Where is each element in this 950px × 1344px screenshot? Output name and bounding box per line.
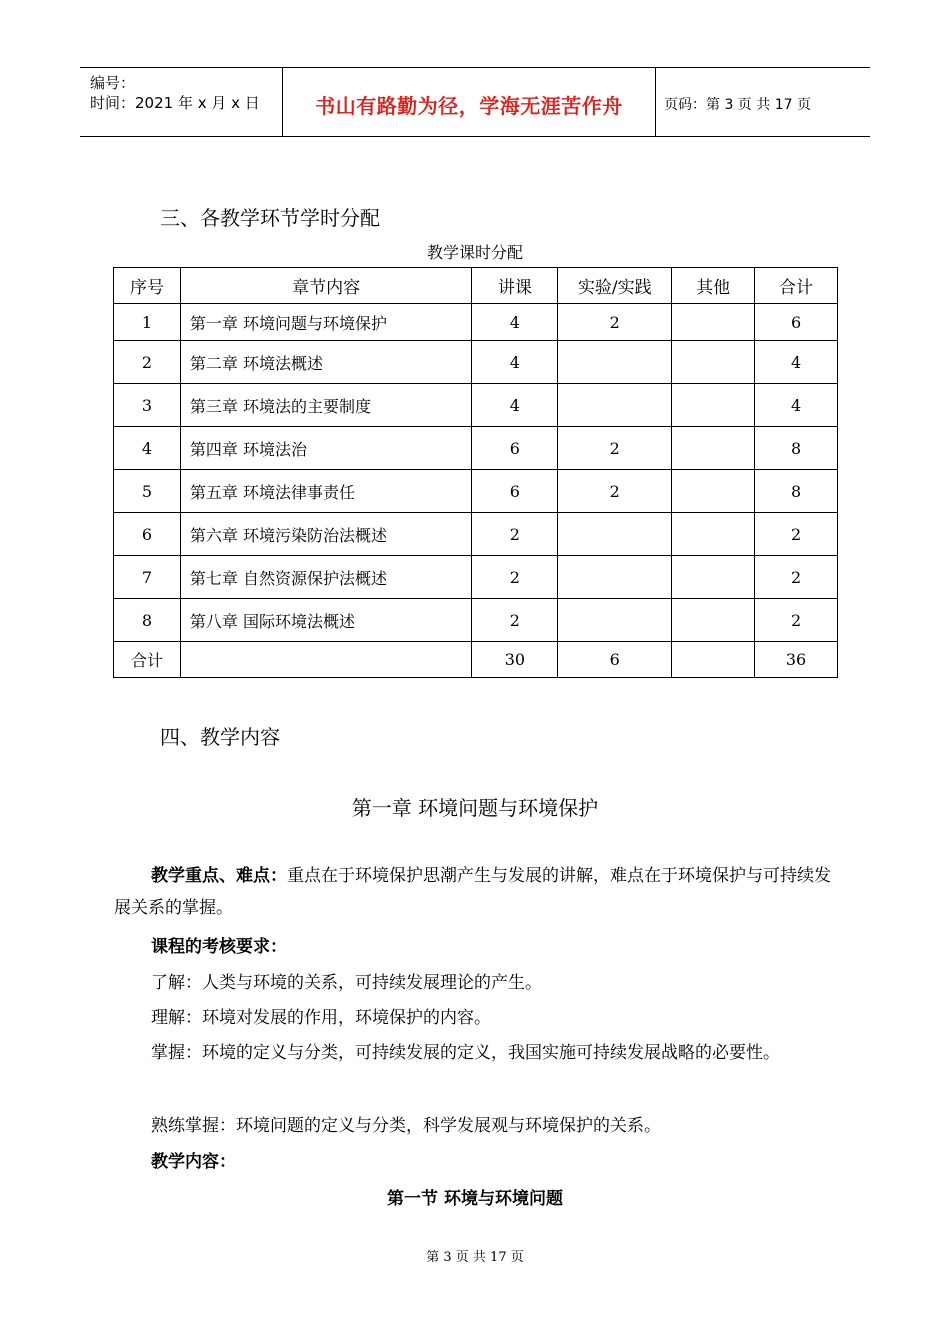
table-cell: 4 [755,384,838,427]
table-cell: 第一章 环境问题与环境保护 [180,304,472,341]
understand-item: 了解：人类与环境的关系，可持续发展理论的产生。 [151,973,542,993]
table-cell [672,427,755,470]
table-cell: 第六章 环境污染防治法概述 [180,513,472,556]
time-label: 时间：2021 年 x 月 x 日 [90,94,260,112]
header-cell: 讲课 [472,268,558,304]
table-cell: 第四章 环境法治 [180,427,472,470]
table-cell: 36 [755,642,838,678]
table-cell: 6 [472,427,558,470]
table-cell: 2 [755,599,838,642]
section-3-title: 三、各教学环节学时分配 [160,206,380,230]
table-cell: 4 [114,427,181,470]
table-cell: 4 [472,384,558,427]
table-cell [672,304,755,341]
table-total-row [114,642,838,678]
table-cell: 6 [558,642,672,678]
table-cell: 6 [472,470,558,513]
table-cell: 2 [558,427,672,470]
master-item: 掌握：环境的定义与分类，可持续发展的定义，我国实施可持续发展战略的必要性。 [151,1043,780,1063]
header-cell: 序号 [114,268,181,304]
table-cell: 第七章 自然资源保护法概述 [180,556,472,599]
table-cell [558,341,672,384]
header-cell: 其他 [672,268,755,304]
table-cell: 6 [755,304,838,341]
hours-allocation-table [113,267,838,678]
table-cell: 2 [755,513,838,556]
table-cell: 6 [114,513,181,556]
table-row [114,556,838,599]
table-row [114,384,838,427]
table-cell: 第二章 环境法概述 [180,341,472,384]
table-cell: 8 [114,599,181,642]
header-motto-cell [283,68,656,136]
table-cell [672,341,755,384]
table-cell [672,513,755,556]
table-cell [558,384,672,427]
table-cell: 第八章 国际环境法概述 [180,599,472,642]
table-cell [672,599,755,642]
section-4-title: 四、教学内容 [160,725,280,749]
table-cell [672,556,755,599]
table-cell [558,556,672,599]
header-meta-cell [80,68,283,136]
table-cell: 8 [755,427,838,470]
proficient-item: 熟练掌握：环境问题的定义与分类，科学发展观与环境保护的关系。 [151,1116,661,1136]
table-cell: 2 [558,470,672,513]
table-cell: 8 [755,470,838,513]
serial-label: 编号： [90,74,136,92]
motto: 书山有路勤为径，学海无涯苦作舟 [315,94,623,118]
table-caption: 教学课时分配 [426,243,523,262]
header-page-cell [656,68,870,136]
table-cell: 第三章 环境法的主要制度 [180,384,472,427]
table-header-row [114,268,838,304]
page-info: 页码：第 3 页 共 17 页 [664,97,811,113]
table-cell: 5 [114,470,181,513]
table-row [114,470,838,513]
table-row [114,341,838,384]
chapter-title: 第一章 环境问题与环境保护 [351,796,599,820]
table-cell: 30 [472,642,558,678]
table-cell [672,642,755,678]
table-cell: 2 [558,304,672,341]
table-cell: 7 [114,556,181,599]
page-header [80,67,870,137]
table-row [114,427,838,470]
table-cell [558,599,672,642]
table-cell [180,642,472,678]
table-cell [558,513,672,556]
header-cell: 章节内容 [180,268,472,304]
table-cell: 4 [472,304,558,341]
table-cell: 合计 [114,642,181,678]
key-points-paragraph [114,860,839,924]
subsection-title: 第一节 环境与环境问题 [387,1189,563,1209]
table-row [114,513,838,556]
key-points-text: 重点在于环境保护思潮产生与发展的讲解，难点在于环境保护与可持续发展关系的掌握。 [114,866,831,918]
table-cell: 4 [755,341,838,384]
table-cell: 2 [472,513,558,556]
comprehend-item: 理解：环境对发展的作用，环境保护的内容。 [151,1008,491,1028]
table-cell: 3 [114,384,181,427]
header-cell: 实验/实践 [558,268,672,304]
table-cell [672,470,755,513]
table-row [114,599,838,642]
requirements-label: 课程的考核要求： [151,937,287,957]
table-cell: 第五章 环境法律事责任 [180,470,472,513]
table-cell: 4 [472,341,558,384]
table-cell: 2 [755,556,838,599]
table-cell: 2 [472,599,558,642]
teaching-content-label: 教学内容： [151,1152,236,1172]
table-cell: 2 [472,556,558,599]
page-footer: 第 3 页 共 17 页 [426,1250,524,1265]
table-row [114,304,838,341]
header-cell: 合计 [755,268,838,304]
table-cell [672,384,755,427]
table-cell: 2 [114,341,181,384]
table-cell: 1 [114,304,181,341]
key-points-label: 教学重点、难点： [151,866,287,886]
